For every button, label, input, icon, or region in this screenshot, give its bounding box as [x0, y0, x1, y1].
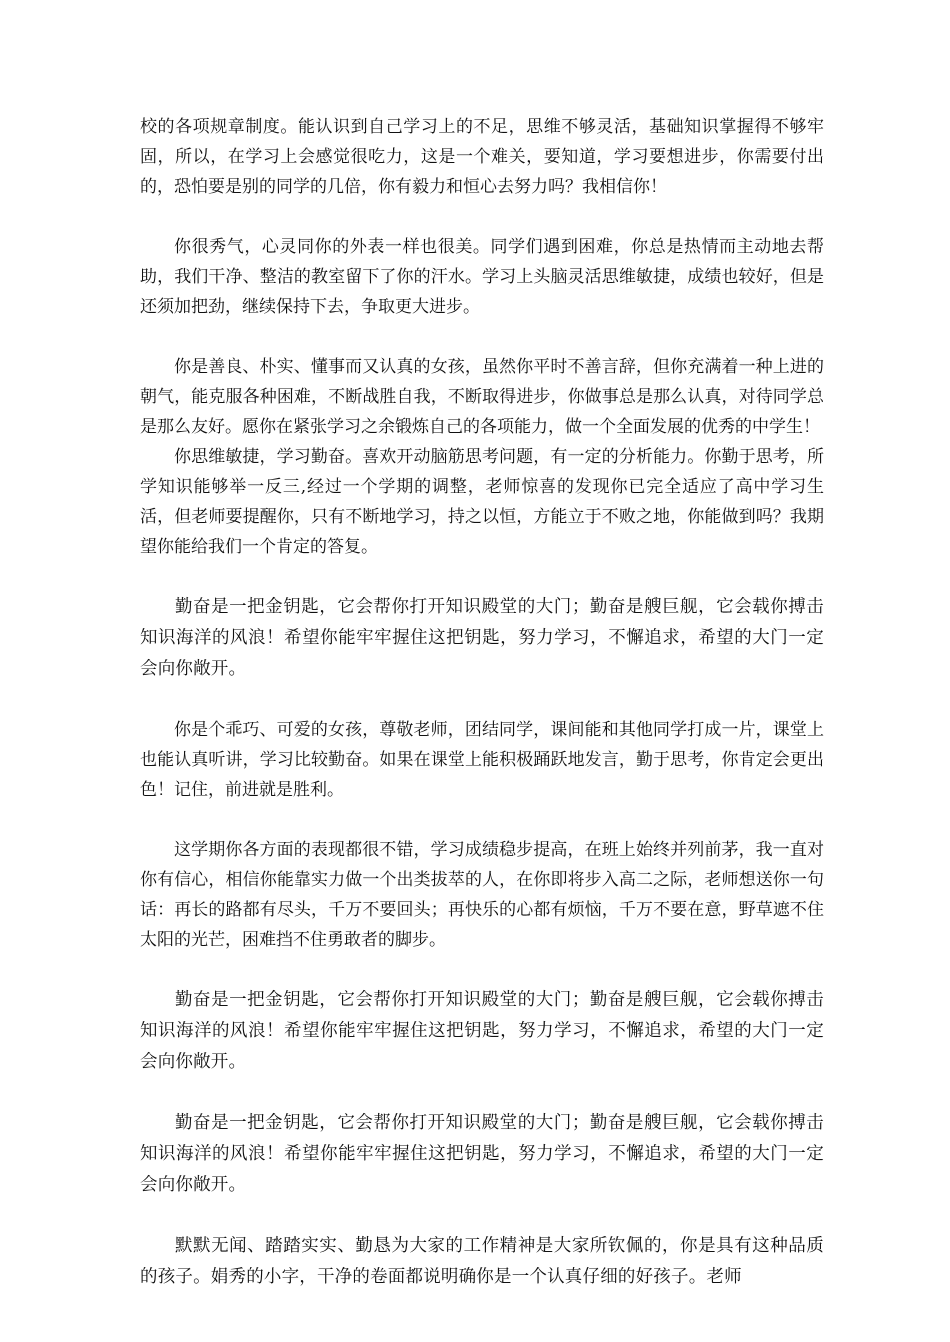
- document-page: [140, 112, 824, 1293]
- paragraph-4: 你思维敏捷，学习勤奋。喜欢开动脑筋思考问题，有一定的分析能力。你勤于思考，所学知识能够举一反三,经过一个学期的调整，老师惊喜的发现你已完全适应了高中学习生活，但老师要提醒你，只有不断地学习，持之以恒，方能立于不败之地，你能做到吗？我期望你能给我们一个肯定的答复。: [140, 447, 824, 557]
- paragraph-10: 默默无闻、踏踏实实、勤恳为大家的工作精神是大家所钦佩的，你是具有这种品质的孩子。娟秀的小字，干净的卷面都说明确你是一个认真仔细的好孩子。老师: [140, 1236, 824, 1287]
- paragraph-3: 你是善良、朴实、懂事而又认真的女孩，虽然你平时不善言辞，但你充满着一种上进的朝气，能克服各种困难，不断战胜自我，不断取得进步，你做事总是那么认真，对待同学总是那么友好。愿你在紧张学习之余锻炼自己的各项能力，做一个全面发展的优秀的中学生！: [140, 357, 824, 437]
- paragraph-5: 勤奋是一把金钥匙，它会帮你打开知识殿堂的大门；勤奋是艘巨舰，它会载你搏击知识海洋的风浪！希望你能牢牢握住这把钥匙，努力学习，不懈追求，希望的大门一定会向你敞开。: [140, 597, 824, 679]
- paragraph-2: 你很秀气，心灵同你的外表一样也很美。同学们遇到困难，你总是热情而主动地去帮助，我们干净、整洁的教室留下了你的汗水。学习上头脑灵活思维敏捷，成绩也较好，但是还须加把劲，继续保持下去，争取更大进步。: [140, 237, 824, 317]
- paragraph-8: 勤奋是一把金钥匙，它会帮你打开知识殿堂的大门；勤奋是艘巨舰，它会载你搏击知识海洋的风浪！希望你能牢牢握住这把钥匙，努力学习，不懈追求，希望的大门一定会向你敞开。: [140, 990, 824, 1072]
- paragraph-7: 这学期你各方面的表现都很不错，学习成绩稳步提高，在班上始终并列前茅，我一直对你有信心，相信你能靠实力做一个出类拔萃的人，在你即将步入高二之际，老师想送你一句话：再长的路都有尽头，千万不要回头；再快乐的心都有烦恼，千万不要在意，野草遮不住太阳的光芒，困难挡不住勇敢者的脚步。: [140, 840, 824, 950]
- paragraph-6: 你是个乖巧、可爱的女孩，尊敬老师，团结同学，课间能和其他同学打成一片，课堂上也能认真听讲，学习比较勤奋。如果在课堂上能积极踊跃地发言，勤于思考，你肯定会更出色！记住，前进就是胜利。: [140, 720, 824, 800]
- paragraph-9: 勤奋是一把金钥匙，它会帮你打开知识殿堂的大门；勤奋是艘巨舰，它会载你搏击知识海洋的风浪！希望你能牢牢握住这把钥匙，努力学习，不懈追求，希望的大门一定会向你敞开。: [140, 1113, 824, 1195]
- paragraph-1: 校的各项规章制度。能认识到自己学习上的不足，思维不够灵活，基础知识掌握得不够牢固，所以，在学习上会感觉很吃力，这是一个难关，要知道，学习要想进步，你需要付出的，恐怕要是别的同学的几倍，你有毅力和恒心去努力吗？我相信你！: [140, 117, 824, 197]
